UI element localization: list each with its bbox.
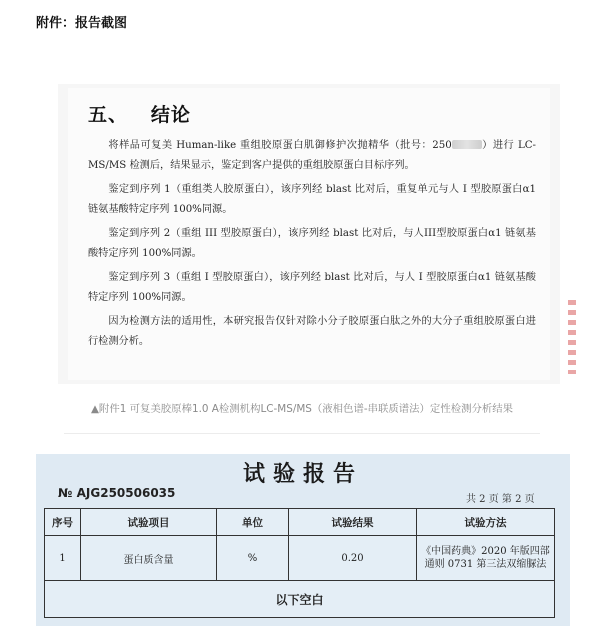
test-report-title: 试验报告 bbox=[242, 461, 363, 487]
table-header-row bbox=[45, 509, 555, 536]
divider bbox=[64, 433, 540, 434]
results-table bbox=[44, 508, 555, 618]
cell-method: 《中国药典》2020 年版四部通则 0731 第三法双缩脲法 bbox=[417, 536, 555, 581]
document-number: № AJG250506035 bbox=[58, 486, 176, 500]
seal-stamp-fragment bbox=[568, 300, 576, 374]
attachment-heading: 附件：报告截图 bbox=[36, 16, 128, 31]
col-header-no: 序号 bbox=[45, 509, 81, 536]
col-header-unit: 单位 bbox=[217, 509, 289, 536]
redacted-batch-number bbox=[452, 140, 482, 149]
blank-row bbox=[45, 581, 555, 618]
paragraph-3: 鉴定到序列 2（重组 III 型胶原蛋白），该序列经 blast 比对后，与人III型胶原蛋白α1 链氨基酸特定序列 100%同源。 bbox=[88, 228, 536, 259]
blank-note: 以下空白 bbox=[45, 581, 555, 618]
paragraph-4: 鉴定到序列 3（重组 I 型胶原蛋白），该序列经 blast 比对后，与人 I 型胶原蛋白α1 链氨基酸特定序列 100%同源。 bbox=[88, 272, 536, 303]
figure-caption: ▲附件1 可复美胶原棒1.0 A检测机构LC-MS/MS（液相色谱-串联质谱法）定性检测分析结果 bbox=[90, 403, 514, 415]
cell-unit: % bbox=[217, 536, 289, 581]
col-header-method: 试验方法 bbox=[417, 509, 555, 536]
col-header-item: 试验项目 bbox=[81, 509, 217, 536]
cell-result: 0.20 bbox=[289, 536, 417, 581]
section-title: 五、 结论 bbox=[88, 104, 191, 126]
cell-item: 蛋白质含量 bbox=[81, 536, 217, 581]
paragraph-2: 鉴定到序列 1（重组类人胶原蛋白），该序列经 blast 比对后，重复单元与人 I 型胶原蛋白α1 链氨基酸特定序列 100%同源。 bbox=[88, 184, 536, 215]
conclusion-text bbox=[88, 136, 536, 356]
cell-no: 1 bbox=[45, 536, 81, 581]
paragraph-5: 因为检测方法的适用性，本研究报告仅针对除小分子胶原蛋白肽之外的大分子重组胶原蛋白进行检测分析。 bbox=[88, 316, 536, 347]
col-header-result: 试验结果 bbox=[289, 509, 417, 536]
paragraph-1: 将样品可复美 Human-like 重组胶原蛋白肌御修护次抛精华（批号：250 ）进行 LC-MS/MS 检测后，结果显示，鉴定到客户提供的重组胶原蛋白目标序列。 bbox=[88, 140, 536, 171]
page-info: 共 2 页 第 2 页 bbox=[466, 494, 535, 505]
table-row bbox=[45, 536, 555, 581]
